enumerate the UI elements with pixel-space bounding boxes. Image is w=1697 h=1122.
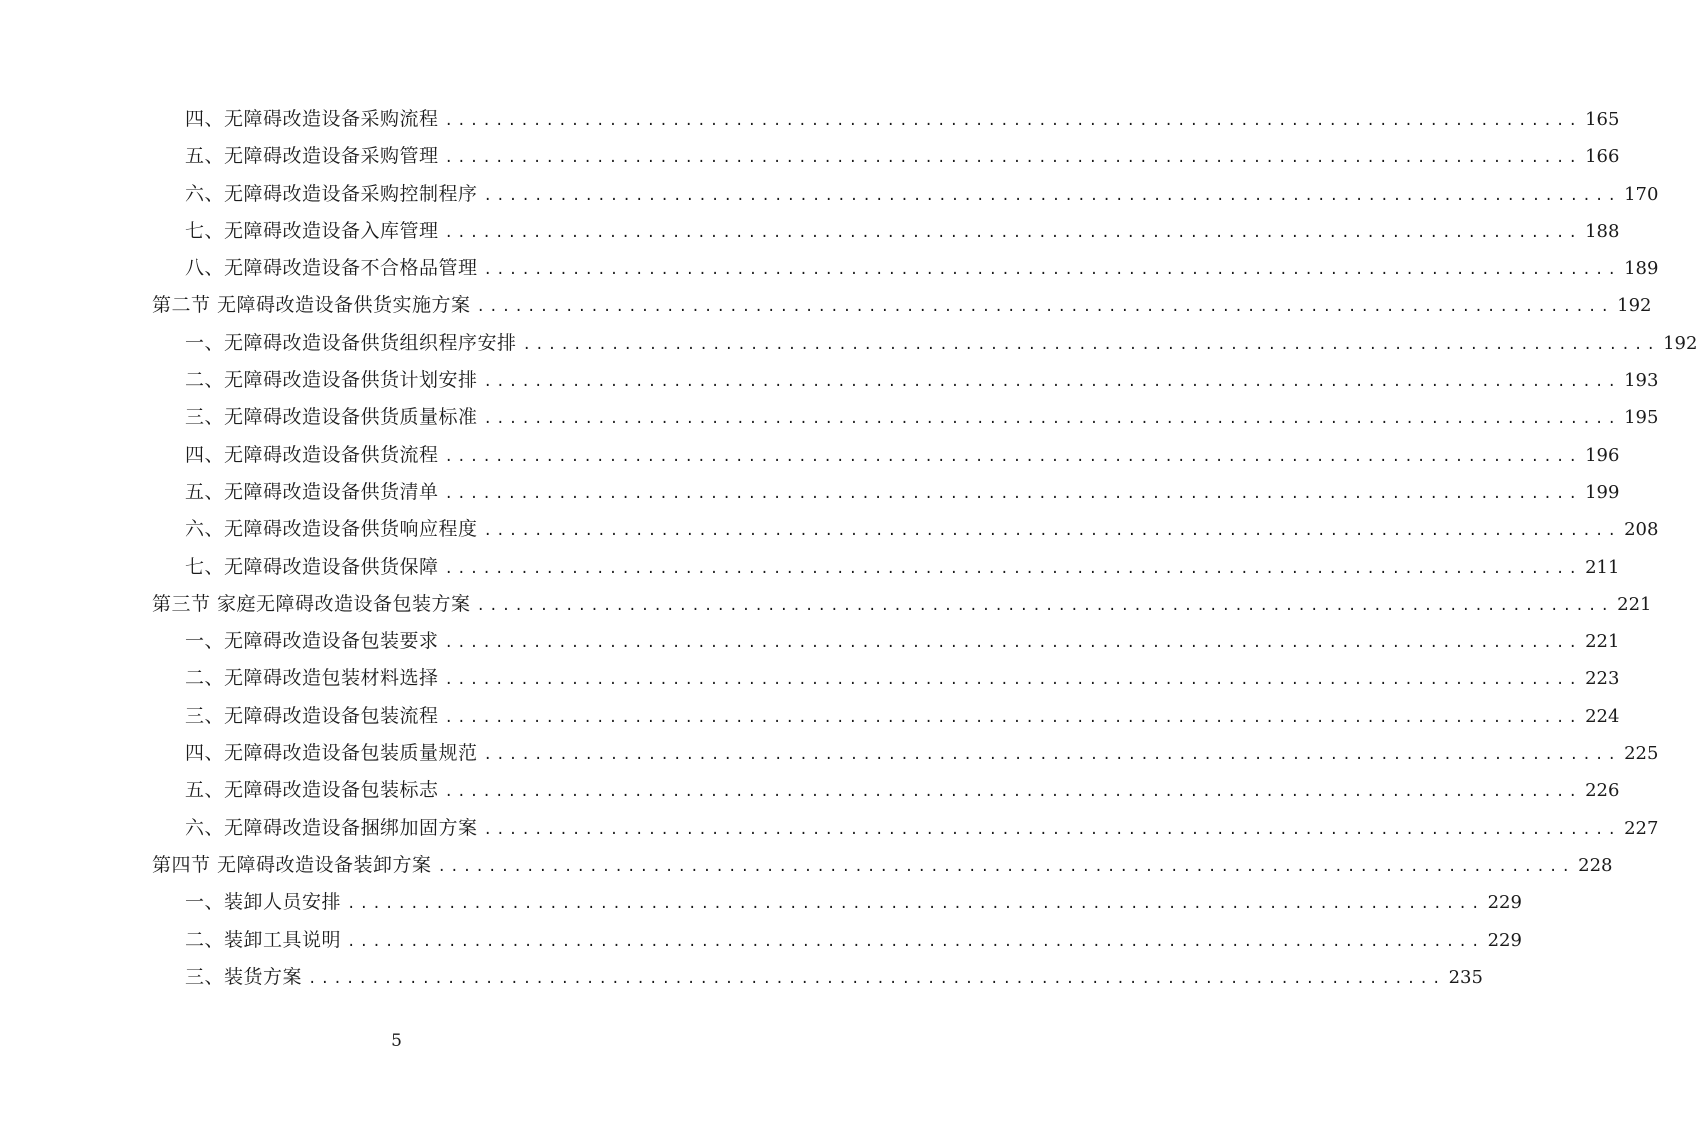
toc-entry[interactable] — [0, 922, 1522, 959]
toc-entry-page: 226 — [1585, 780, 1620, 802]
table-of-contents — [0, 101, 1697, 996]
toc-entry[interactable] — [0, 474, 1620, 511]
toc-entry[interactable] — [0, 176, 1659, 213]
toc-entry-title: 三、无障碍改造设备供货质量标准 — [185, 406, 478, 429]
toc-entry[interactable] — [0, 213, 1620, 250]
toc-entry-title: 五、无障碍改造设备采购管理 — [185, 145, 439, 168]
toc-entry-title: 三、装货方案 — [185, 965, 303, 988]
toc-section-entry[interactable] — [0, 586, 1652, 623]
toc-leader-dots: .......................................................................................... — [347, 896, 1484, 913]
toc-leader-dots: .......................................................................................... — [437, 858, 1575, 875]
toc-entry-title: 五、无障碍改造设备包装标志 — [185, 779, 439, 802]
toc-entry[interactable] — [0, 437, 1620, 474]
toc-entry[interactable] — [0, 735, 1659, 772]
toc-entry[interactable] — [0, 660, 1620, 697]
toc-entry-page: 192 — [1663, 332, 1697, 354]
toc-leader-dots: .......................................................................................... — [522, 336, 1660, 353]
toc-entry-page: 227 — [1624, 817, 1659, 839]
toc-entry-page: 192 — [1617, 295, 1652, 317]
toc-leader-dots: .......................................................................................... — [444, 113, 1582, 129]
toc-leader-dots: .......................................................................................... — [444, 635, 1582, 652]
toc-entry-title: 第二节 无障碍改造设备供货实施方案 — [152, 294, 471, 317]
toc-entry[interactable] — [0, 101, 1620, 138]
toc-leader-dots: .......................................................................................... — [444, 709, 1582, 726]
toc-entry[interactable] — [0, 959, 1483, 996]
toc-entry[interactable] — [0, 884, 1522, 921]
toc-leader-dots: .......................................................................................... — [444, 784, 1582, 801]
toc-entry-page: 221 — [1617, 593, 1652, 615]
toc-entry[interactable] — [0, 250, 1659, 287]
toc-entry-title: 五、无障碍改造设备供货清单 — [185, 480, 439, 503]
toc-entry-title: 八、无障碍改造设备不合格品管理 — [185, 257, 478, 280]
toc-leader-dots: .......................................................................................... — [483, 374, 1621, 391]
toc-entry-title: 第三节 家庭无障碍改造设备包装方案 — [152, 592, 471, 615]
toc-entry-title: 四、无障碍改造设备采购流程 — [185, 108, 439, 130]
toc-entry-title: 六、无障碍改造设备采购控制程序 — [185, 182, 478, 205]
toc-entry-title: 一、装卸人员安排 — [185, 891, 342, 914]
toc-entry-title: 六、无障碍改造设备捆绑加固方案 — [185, 816, 478, 839]
toc-leader-dots: .......................................................................................... — [483, 821, 1621, 838]
toc-entry[interactable] — [0, 511, 1659, 548]
toc-leader-dots: .......................................................................................... — [444, 672, 1582, 689]
toc-entry-page: 224 — [1585, 705, 1620, 727]
toc-leader-dots: .......................................................................................... — [483, 523, 1621, 540]
toc-leader-dots: .......................................................................................... — [483, 747, 1621, 764]
toc-leader-dots: .......................................................................................... — [308, 970, 1445, 987]
toc-entry-page: 189 — [1624, 258, 1659, 280]
toc-leader-dots: .......................................................................................... — [483, 187, 1621, 204]
toc-leader-dots: .......................................................................................... — [444, 560, 1582, 577]
toc-entry-page: 223 — [1585, 668, 1620, 690]
toc-entry-page: 170 — [1624, 183, 1659, 205]
toc-entry[interactable] — [0, 623, 1620, 660]
toc-leader-dots: .......................................................................................... — [476, 299, 1614, 316]
toc-entry-title: 二、无障碍改造设备供货计划安排 — [185, 369, 478, 392]
toc-entry-page: 228 — [1578, 854, 1613, 876]
toc-entry-page: 193 — [1624, 370, 1659, 392]
toc-leader-dots: .......................................................................................... — [483, 411, 1621, 428]
toc-entry-page: 165 — [1585, 109, 1620, 130]
toc-leader-dots: .......................................................................................... — [444, 448, 1582, 465]
toc-entry-page: 166 — [1585, 146, 1620, 168]
toc-entry-title: 四、无障碍改造设备供货流程 — [185, 443, 439, 466]
toc-entry[interactable] — [0, 325, 1697, 362]
toc-entry[interactable] — [0, 698, 1620, 735]
toc-entry-page: 229 — [1487, 929, 1522, 951]
toc-leader-dots: .......................................................................................... — [444, 224, 1582, 241]
toc-leader-dots: .......................................................................................... — [476, 597, 1614, 614]
toc-entry[interactable] — [0, 362, 1659, 399]
toc-entry-title: 三、无障碍改造设备包装流程 — [185, 704, 439, 727]
toc-entry-page: 199 — [1585, 481, 1620, 503]
toc-entry-title: 二、装卸工具说明 — [185, 928, 342, 951]
toc-entry[interactable] — [0, 772, 1620, 809]
toc-section-entry[interactable] — [0, 287, 1652, 324]
toc-entry-title: 四、无障碍改造设备包装质量规范 — [185, 742, 478, 765]
toc-entry-title: 六、无障碍改造设备供货响应程度 — [185, 518, 478, 541]
toc-leader-dots: .......................................................................................... — [444, 485, 1582, 502]
toc-entry-title: 第四节 无障碍改造设备装卸方案 — [152, 853, 432, 876]
toc-entry-title: 七、无障碍改造设备入库管理 — [185, 219, 439, 242]
toc-entry[interactable] — [0, 138, 1620, 175]
toc-entry-page: 208 — [1624, 519, 1659, 541]
toc-entry-title: 七、无障碍改造设备供货保障 — [185, 555, 439, 578]
toc-section-entry[interactable] — [0, 847, 1613, 884]
toc-entry[interactable] — [0, 549, 1620, 586]
page-number: 5 — [391, 1031, 402, 1051]
toc-entry[interactable] — [0, 810, 1659, 847]
toc-entry-page: 188 — [1585, 220, 1620, 242]
toc-entry-page: 235 — [1448, 966, 1483, 988]
toc-leader-dots: .......................................................................................... — [347, 933, 1484, 950]
toc-leader-dots: .......................................................................................... — [483, 262, 1621, 279]
toc-entry-page: 229 — [1487, 892, 1522, 914]
toc-entry-page: 195 — [1624, 407, 1659, 429]
toc-entry-title: 一、无障碍改造设备包装要求 — [185, 630, 439, 653]
toc-entry-title: 一、无障碍改造设备供货组织程序安排 — [185, 331, 517, 354]
toc-entry-page: 196 — [1585, 444, 1620, 466]
toc-entry-page: 225 — [1624, 743, 1659, 765]
toc-leader-dots: .......................................................................................... — [444, 150, 1582, 167]
toc-entry-page: 211 — [1585, 556, 1620, 578]
toc-entry-page: 221 — [1585, 631, 1620, 653]
toc-entry[interactable] — [0, 399, 1659, 436]
toc-entry-title: 二、无障碍改造包装材料选择 — [185, 667, 439, 690]
